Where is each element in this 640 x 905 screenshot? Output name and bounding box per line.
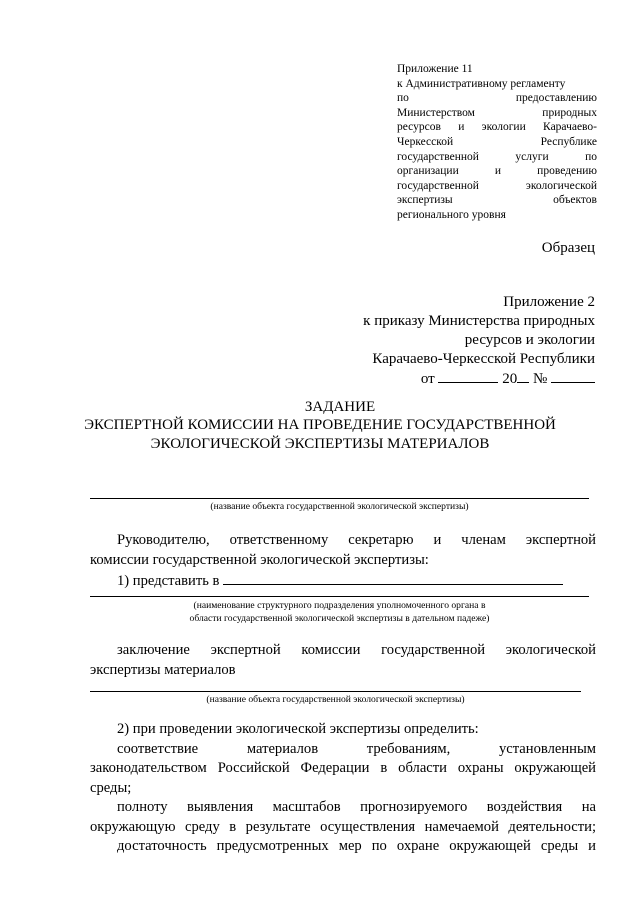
appendix-line: Черкесской Республике (397, 135, 597, 148)
doc-title (40, 398, 640, 417)
text-line: комиссии государственной экологической экспертизы: (90, 551, 429, 568)
conclusion-paragraph (90, 641, 596, 680)
text-line: заключение экспертной комиссии государственной экологической (117, 642, 596, 658)
item1-text: 1) представить в (117, 573, 220, 589)
text-line: окружающую среду в результате осуществления намечаемой деятельности; (90, 818, 596, 835)
appendix-line: государственной экологической (397, 179, 597, 192)
date-blank (438, 369, 498, 383)
year-blank (517, 369, 529, 383)
order-line: Приложение 2 (503, 294, 595, 310)
unit-name-blank (223, 570, 563, 585)
order-line: Карачаево-Черкесской Республики (372, 351, 595, 367)
appendix-line: по предоставлению (397, 92, 597, 105)
appendix-line: экспертизы объектов (397, 194, 597, 207)
appendix-line: к Административному регламенту (397, 77, 566, 90)
title-line: ЭКОЛОГИЧЕСКОЙ ЭКСПЕРТИЗЫ МАТЕРИАЛОВ (150, 436, 490, 452)
unit-name-line (90, 596, 589, 597)
appendix-line: Министерством природных (397, 106, 597, 119)
text-line: соответствие материалов требованиям, установленным (117, 740, 596, 757)
title-line: ЭКСПЕРТНОЙ КОМИССИИ НА ПРОВЕДЕНИЕ ГОСУДАРСТВЕННОЙ (84, 417, 556, 433)
object-name-caption: (название объекта государственной экологической экспертизы) (210, 501, 469, 512)
unit-name-caption (90, 599, 589, 625)
order-date-line (363, 369, 595, 389)
order-line: к приказу Министерства природных (363, 313, 595, 329)
appendix-line: организации и проведению (397, 165, 597, 178)
item2-paragraph (90, 720, 596, 857)
appendix-line: государственной услуги по (397, 150, 597, 163)
caption-line: (наименование структурного подразделения уполномоченного органа в (193, 600, 486, 611)
sample-label: Образец (541, 240, 595, 256)
object-name-caption-2: (название объекта государственной экологической экспертизы) (206, 694, 465, 705)
text-line: среды; (90, 779, 132, 796)
text-line: законодательством Российской Федерации в области охраны окружающей (90, 760, 596, 776)
object-name-line-2 (90, 691, 581, 692)
number-blank (551, 369, 595, 383)
appendix-line: Приложение 11 (397, 63, 473, 75)
text-line: Руководителю, ответственному секретарю и членам экспертной (117, 532, 596, 548)
order-line: ресурсов и экологии (464, 332, 595, 348)
text-line: 2) при проведении экологической экспертизы определить: (117, 721, 479, 737)
object-name-line (90, 498, 589, 499)
text-line: полноту выявления масштабов прогнозируемого воздействия на (117, 799, 596, 815)
appendix-line: регионального уровня (397, 208, 506, 221)
text-line: экспертизы материалов (90, 661, 236, 678)
date-prefix: от (420, 371, 435, 387)
order-reference (363, 293, 595, 389)
appendix-line: ресурсов и экологии Карачаево- (397, 121, 597, 134)
addressee-paragraph (90, 531, 596, 592)
caption-line: области государственной экологической экспертизы в дательном падеже) (189, 613, 490, 624)
text-line: достаточность предусмотренных мер по охране окружающей среды и (117, 838, 596, 854)
appendix-block (397, 62, 597, 223)
year-prefix: 20 (502, 371, 518, 387)
title-line: ЗАДАНИЕ (304, 399, 376, 415)
doc-title (20, 416, 620, 454)
number-sign: № (532, 371, 548, 387)
text-line (90, 570, 596, 592)
